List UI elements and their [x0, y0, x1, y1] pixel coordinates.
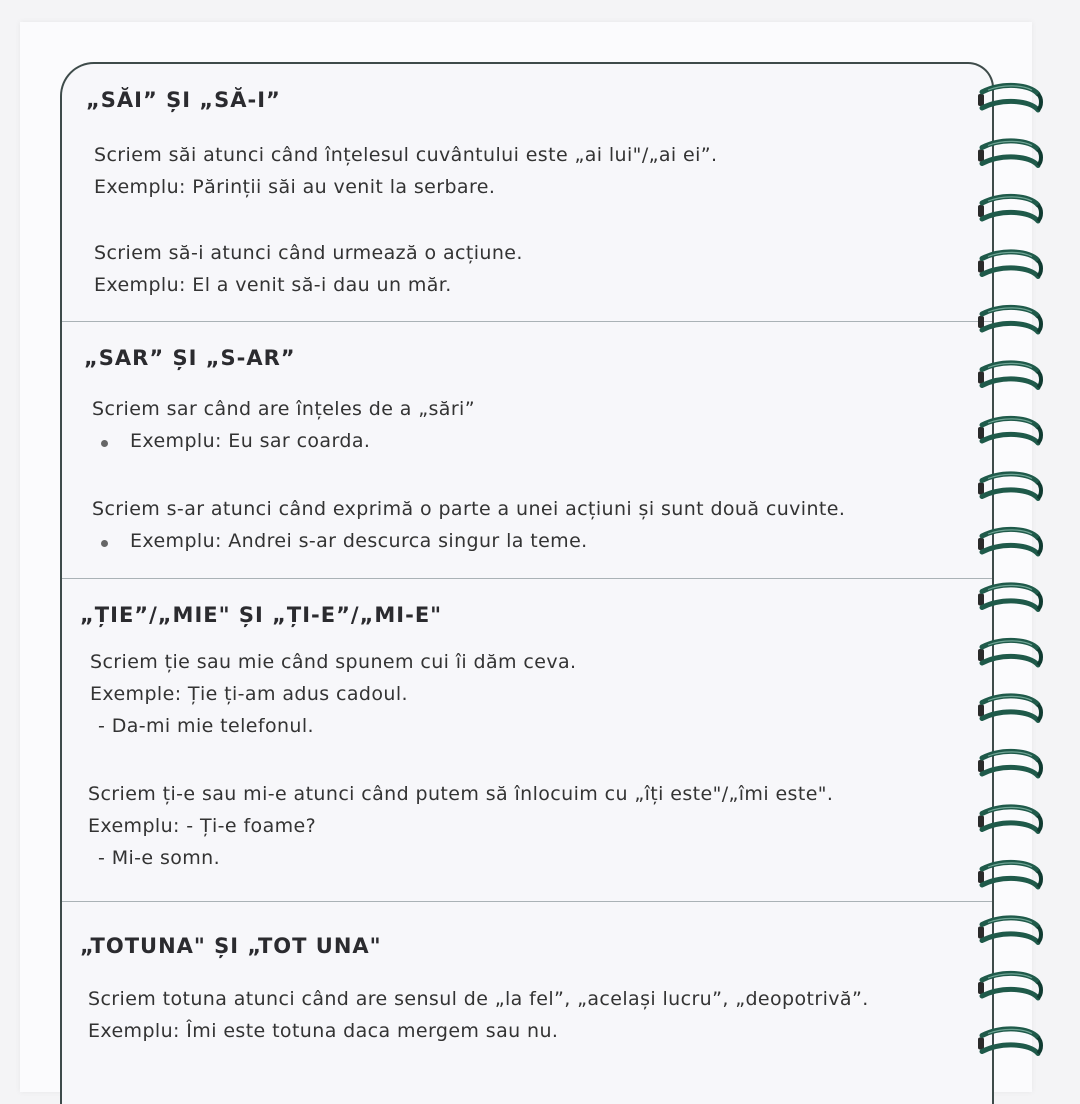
spiral-coil [978, 196, 1041, 221]
example-text: Exemplu: Îmi este totuna daca mergem sau nu. [88, 1020, 559, 1042]
example-text: - Mi-e somn. [98, 847, 221, 869]
rule-text: Scriem ție sau mie când spunem cui îi dăm ceva. [90, 651, 577, 673]
rule-text: Scriem totuna atunci când are sensul de „la fel”, „același lucru”, „deopotrivă”. [88, 988, 869, 1010]
section-title: „TOTUNA" ȘI „TOT UNA" [80, 934, 382, 958]
example-text: Exemplu: Părinții săi au venit la serbare. [94, 176, 496, 198]
spiral-coil [978, 807, 1041, 832]
section-title: „SĂI” ȘI „SĂ-I” [86, 88, 281, 112]
rule-text: Scriem ți-e sau mi-e atunci când putem să înlocuim cu „îți este"/„îmi este". [88, 783, 834, 805]
spiral-coil [978, 918, 1041, 943]
example-text: Exemplu: El a venit să-i dau un măr. [94, 274, 452, 296]
spiral-coil [978, 1029, 1041, 1054]
spiral-coil [978, 474, 1041, 499]
spiral-coil [978, 141, 1041, 166]
spiral-coil [978, 418, 1041, 443]
example-text: Exemple: Ție ți-am adus cadoul. [90, 683, 408, 705]
rule-text: Scriem s-ar atunci când exprimă o parte a unei acțiuni și sunt două cuvinte. [92, 498, 846, 520]
bullet-dot [101, 440, 108, 447]
example-text: Exemplu: - Ți-e foame? [88, 815, 317, 837]
section-tie-mie [62, 579, 992, 902]
example-text: - Da-mi mie telefonul. [98, 715, 314, 737]
spiral-coil [978, 862, 1041, 887]
spiral-coil [978, 640, 1041, 665]
spiral-coil [978, 529, 1041, 554]
rule-text: Scriem săi atunci când înțelesul cuvântului este „ai lui"/„ai ei”. [94, 144, 718, 166]
example-text: Exemplu: Andrei s-ar descurca singur la teme. [130, 530, 588, 552]
example-text: Exemplu: Eu sar coarda. [130, 430, 371, 452]
spiral-coil [978, 973, 1041, 998]
section-sar [62, 322, 992, 579]
spiral-coil [978, 85, 1041, 110]
rule-text: Scriem sar când are înțeles de a „sări” [92, 398, 475, 420]
grammar-card [60, 62, 994, 1104]
section-sai [62, 64, 992, 322]
bullet-dot [101, 540, 108, 547]
spiral-coil [978, 696, 1041, 721]
spiral-coil [978, 751, 1041, 776]
spiral-coil [978, 307, 1041, 332]
section-title: „SAR” ȘI „S-AR” [84, 346, 296, 370]
spiral-binding [978, 78, 1048, 1080]
rule-text: Scriem să-i atunci când urmează o acțiune. [94, 242, 523, 264]
spiral-coil [978, 585, 1041, 610]
spiral-coil [978, 363, 1041, 388]
section-totuna [62, 902, 992, 1104]
spiral-coil [978, 252, 1041, 277]
section-title: „ȚIE”/„MIE" ȘI „ȚI-E”/„MI-E" [80, 603, 443, 627]
